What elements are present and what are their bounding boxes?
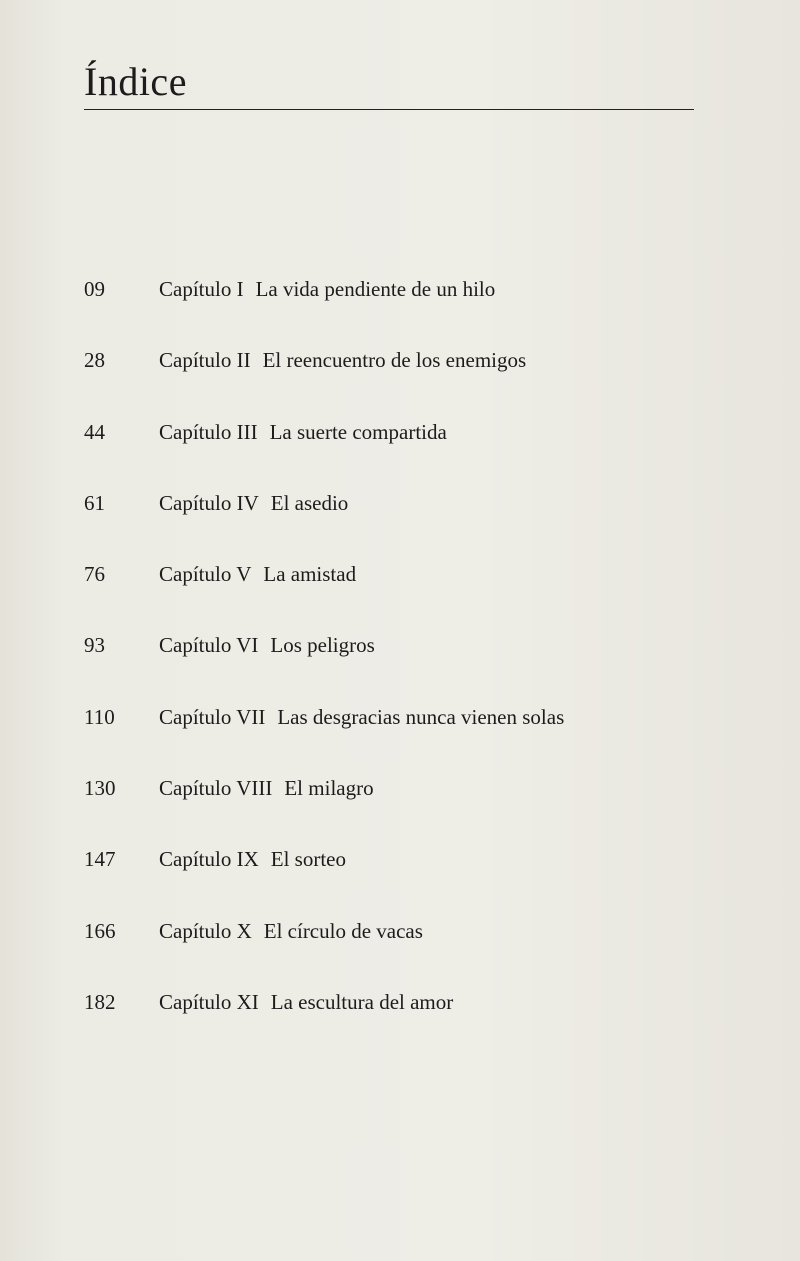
toc-page-number: 93 bbox=[84, 633, 105, 658]
toc-entry bbox=[84, 772, 704, 843]
toc-chapter-title: El sorteo bbox=[270, 847, 346, 872]
toc-chapter-title: El asedio bbox=[270, 490, 349, 515]
toc-chapter-title: Los peligros bbox=[270, 633, 375, 658]
toc-chapter-title: Las desgracias nunca vienen solas bbox=[277, 704, 565, 729]
page-title: Índice bbox=[84, 59, 187, 104]
toc-chapter-title: La suerte compartida bbox=[269, 419, 447, 444]
toc-entry bbox=[84, 416, 704, 487]
toc-chapter-label: Capítulo VIII bbox=[159, 776, 273, 801]
toc-chapter-label: Capítulo IX bbox=[159, 847, 259, 872]
toc-chapter-label: Capítulo VII bbox=[159, 704, 266, 729]
toc-page-number: 61 bbox=[84, 490, 105, 515]
toc-chapter bbox=[159, 487, 348, 519]
toc-entry bbox=[84, 915, 704, 986]
toc-chapter bbox=[159, 701, 564, 733]
toc-chapter-label: Capítulo III bbox=[159, 419, 258, 444]
toc-chapter-label: Capítulo X bbox=[159, 918, 252, 943]
toc-chapter bbox=[159, 416, 447, 448]
table-of-contents bbox=[84, 273, 704, 1057]
toc-entry bbox=[84, 487, 704, 558]
toc-entry bbox=[84, 701, 704, 772]
toc-chapter-title: El reencuentro de los enemigos bbox=[262, 348, 527, 373]
toc-entry bbox=[84, 629, 704, 700]
toc-chapter bbox=[159, 629, 375, 661]
toc-entry bbox=[84, 558, 704, 629]
toc-chapter-label: Capítulo VI bbox=[159, 633, 259, 658]
toc-page-number: 28 bbox=[84, 348, 105, 373]
toc-chapter-title: El milagro bbox=[284, 776, 374, 801]
toc-page-number: 147 bbox=[84, 847, 116, 872]
toc-page-number: 09 bbox=[84, 277, 105, 301]
toc-chapter bbox=[159, 558, 356, 590]
title-divider bbox=[84, 109, 694, 110]
toc-chapter-title: La amistad bbox=[263, 562, 357, 587]
toc-chapter-title: La escultura del amor bbox=[270, 989, 454, 1014]
toc-entry bbox=[84, 273, 704, 344]
toc-page-number: 166 bbox=[84, 918, 116, 943]
toc-chapter-label: Capítulo XI bbox=[159, 989, 259, 1014]
toc-entry bbox=[84, 344, 704, 415]
toc-chapter-label: Capítulo IV bbox=[159, 490, 259, 515]
toc-entry bbox=[84, 843, 704, 914]
toc-chapter-label: Capítulo V bbox=[159, 562, 252, 587]
toc-page-number: 44 bbox=[84, 419, 105, 444]
toc-chapter-label: Capítulo I bbox=[159, 277, 244, 301]
toc-chapter bbox=[159, 273, 495, 305]
toc-page-number: 182 bbox=[84, 989, 116, 1014]
toc-chapter bbox=[159, 772, 374, 804]
toc-chapter-label: Capítulo II bbox=[159, 348, 251, 373]
toc-chapter-title: La vida pendiente de un hilo bbox=[255, 277, 496, 301]
toc-page-number: 110 bbox=[84, 704, 115, 729]
toc-chapter bbox=[159, 843, 346, 875]
toc-chapter bbox=[159, 344, 526, 376]
toc-chapter-title: El círculo de vacas bbox=[263, 918, 423, 943]
toc-chapter bbox=[159, 915, 423, 947]
toc-chapter bbox=[159, 986, 453, 1018]
toc-entry bbox=[84, 986, 704, 1057]
toc-page-number: 76 bbox=[84, 562, 105, 587]
toc-page-number: 130 bbox=[84, 776, 116, 801]
